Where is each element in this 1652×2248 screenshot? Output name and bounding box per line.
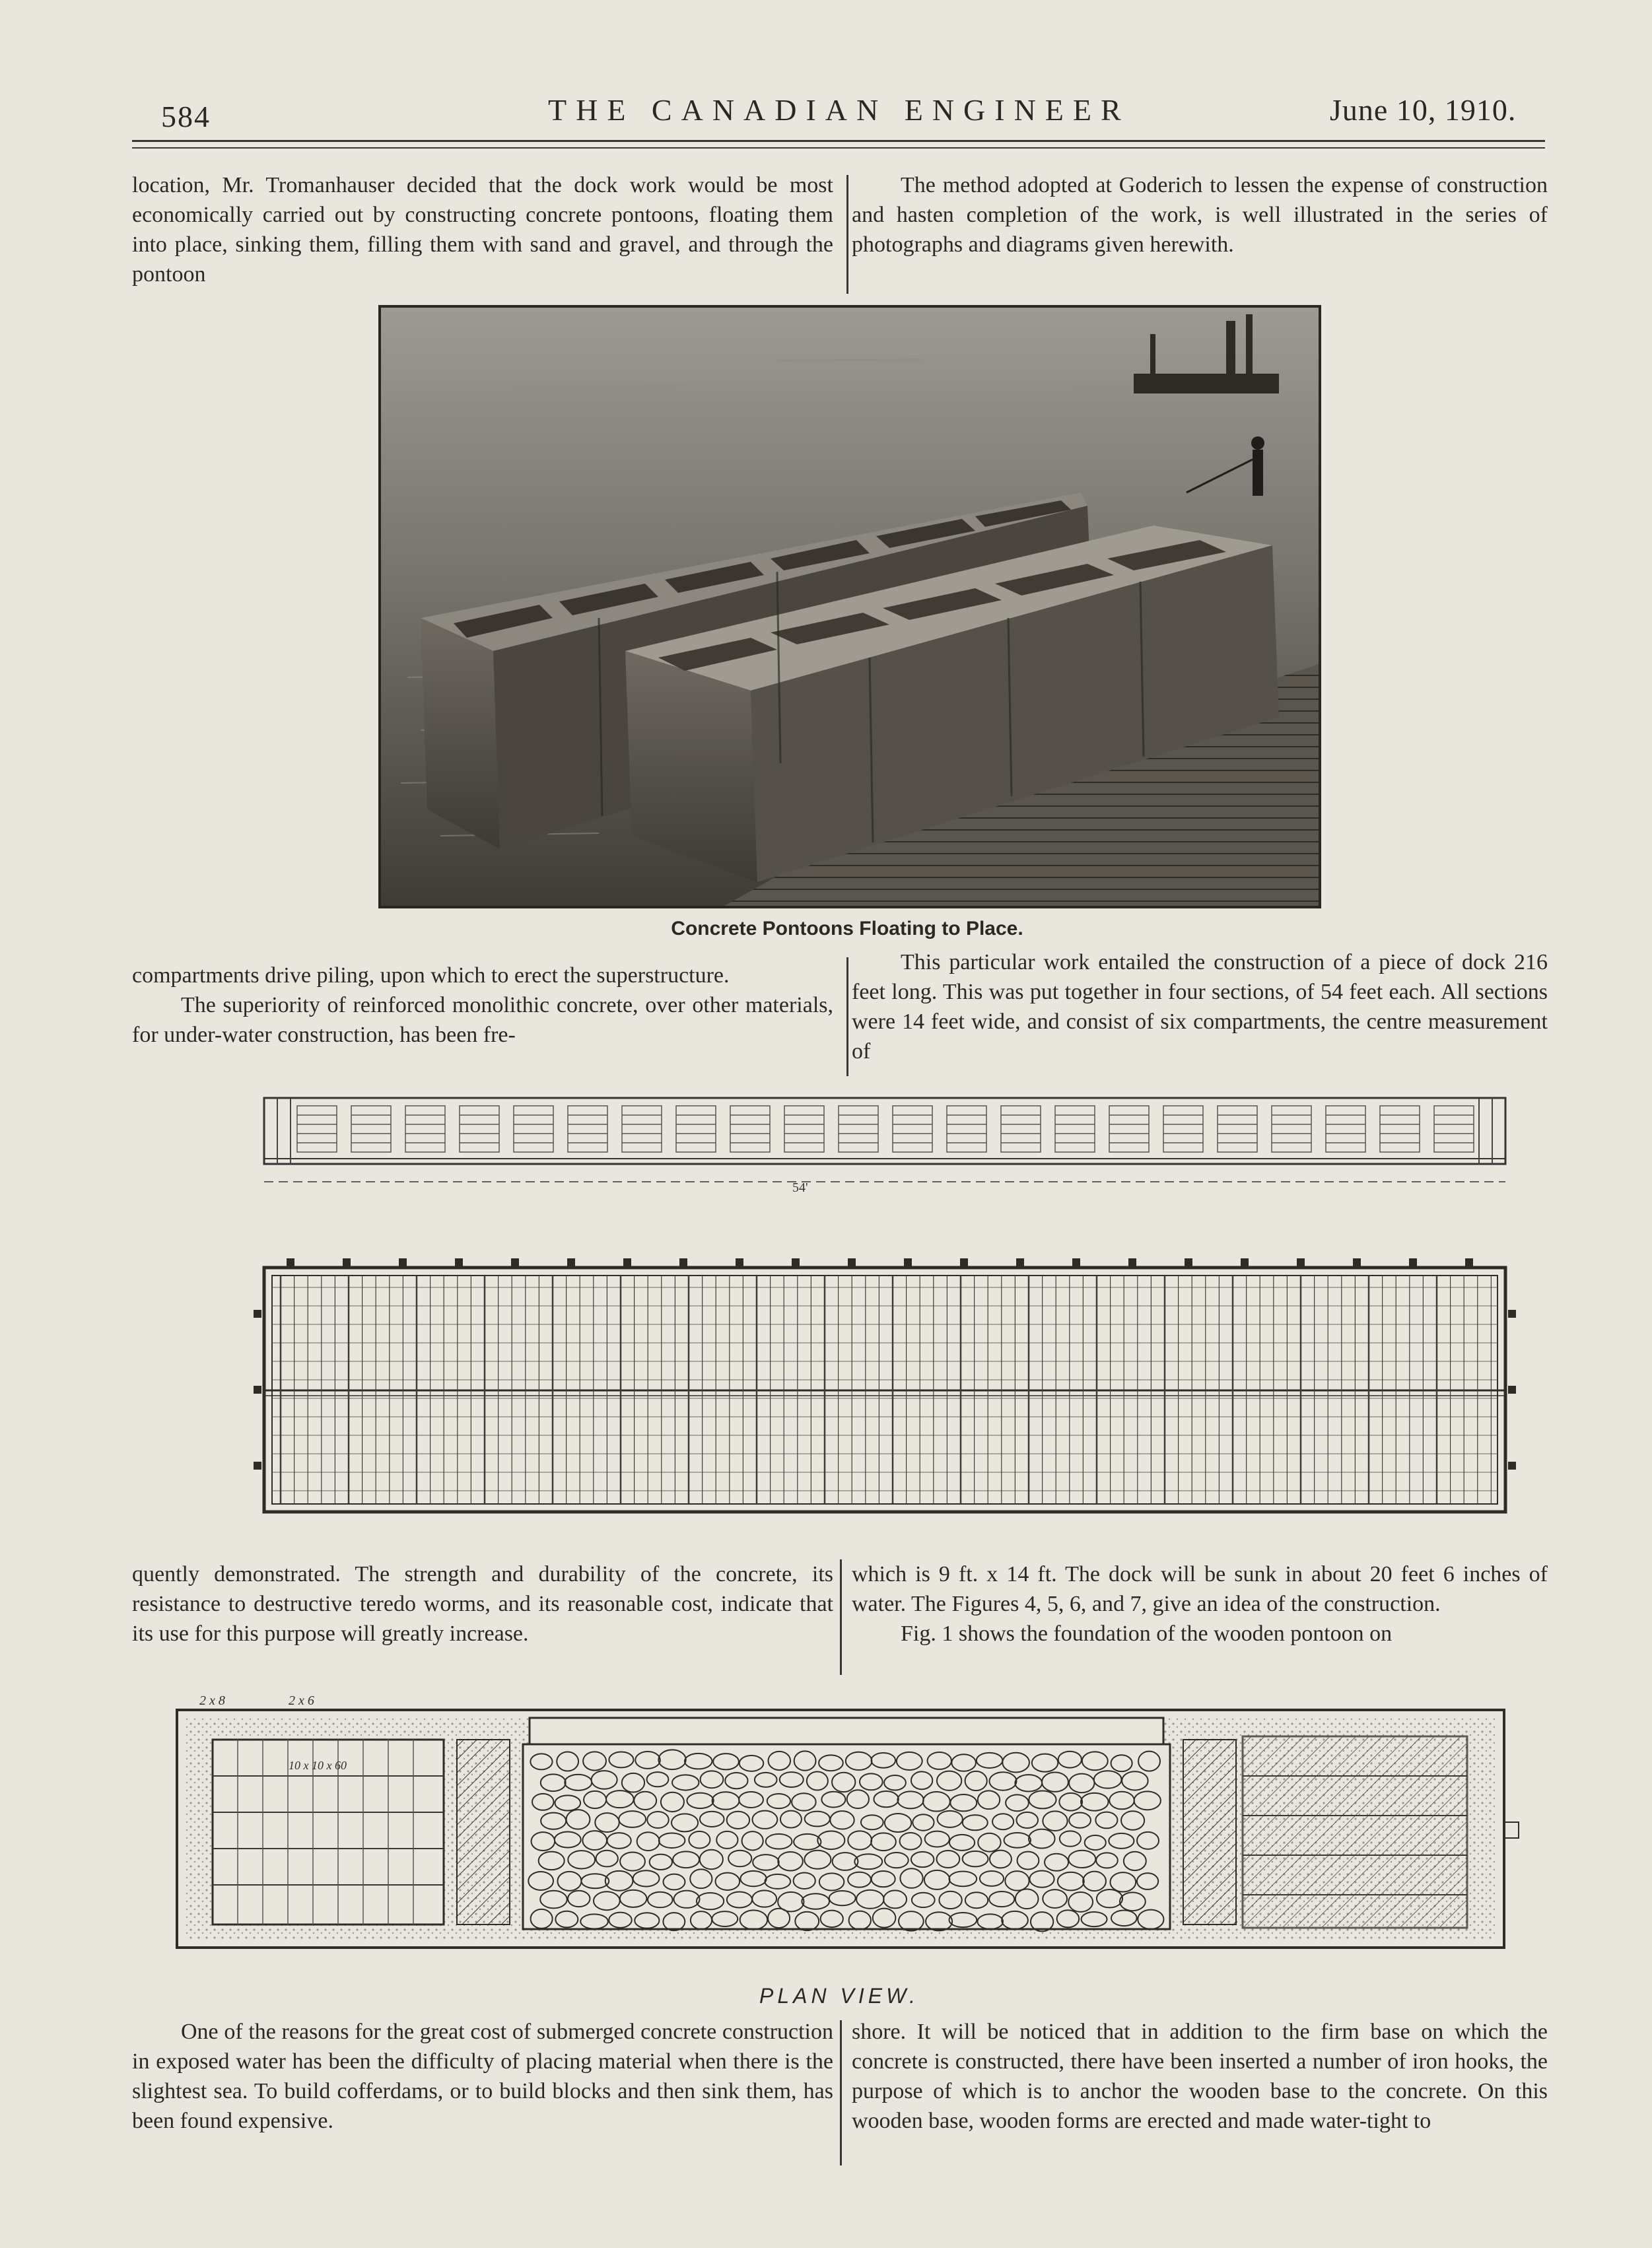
header-rule-top [132, 140, 1545, 142]
top-left-paragraph: location, Mr. Tromanhauser decided that the dock work would be most economically carried out by constructing concrete pontoons, floating them into place, sinking them, filling them with sand and gravel, and through the pontoon [132, 173, 833, 287]
column-divider-middle [846, 957, 848, 1076]
column-divider-top [846, 175, 848, 294]
bottom-left-paragraph: One of the reasons for the great cost of submerged concrete construction in exposed water has been the difficulty of placing material when there is the slightest sea. To build cofferdams, or to build blocks and then sink them, has been found expensive. [132, 2020, 833, 2133]
page-number: 584 [161, 100, 211, 133]
photo-caption: Concrete Pontoons Floating to Place. [671, 918, 1023, 939]
issue-date: June 10, 1910. [1330, 93, 1517, 127]
bottom-right-column [852, 2017, 1548, 2136]
lower-right-paragraph-2: Fig. 1 shows the foundation of the wooden pontoon on [901, 1621, 1393, 1646]
bottom-right-paragraph: shore. It will be noticed that in addition to the firm base on which the concrete is constructed, there have been inserted a number of iron hooks, the purpose of which is to anchor the wooden base to the concrete. On this wooden base, wooden forms are erected and made water-tight to [852, 2020, 1548, 2133]
bottom-left-column [132, 2017, 833, 2136]
foundation-plan-view-drawing [173, 1690, 1520, 1974]
elevation-dimension-label: 54' [792, 1180, 808, 1195]
lower-right-paragraph-1: which is 9 ft. x 14 ft. The dock will be sunk in about 20 feet 6 inches of water. The Figures 4, 5, 6, and 7, give an idea of the construction. [852, 1562, 1548, 1616]
plan-drawing-svg [251, 1248, 1545, 1532]
mid-right-paragraph: This particular work entailed the construction of a piece of dock 216 feet long. This was put together in four sections, of 54 feet each. All sections were 14 feet wide, and consist of six compartments, the centre measurement of [852, 950, 1548, 1064]
lower-left-column [132, 1559, 833, 1649]
column-divider-bottom [840, 2020, 842, 2165]
pontoon-photo-illustration [381, 308, 1319, 906]
mid-left-column [132, 961, 833, 1050]
lower-left-paragraph: quently demonstrated. The strength and durability of the concrete, its resistance to destructive teredo worms, and its reasonable cost, indicate that its use for this purpose will greatly increase. [132, 1562, 833, 1646]
lower-right-column [852, 1559, 1548, 1649]
header-rule-bottom [132, 147, 1545, 149]
top-right-column [852, 170, 1548, 259]
plan-view-svg [173, 1690, 1520, 1974]
mid-right-column [852, 947, 1548, 1066]
plan-label-dim-a: 2 x 8 [199, 1693, 225, 1708]
column-divider-lower [840, 1559, 842, 1675]
pontoon-plan-drawing [251, 1248, 1545, 1532]
pontoon-elevation-drawing [251, 1093, 1545, 1195]
plan-label-timber: 10 x 10 x 60 [289, 1759, 347, 1772]
top-left-column [132, 170, 833, 289]
elevation-drawing-svg [251, 1093, 1545, 1195]
plan-label-dim-b: 2 x 6 [289, 1693, 314, 1708]
top-right-paragraph: The method adopted at Goderich to lessen the expense of construction and hasten completion of the work, is well illustrated in the series of photographs and diagrams given herewith. [852, 173, 1548, 257]
journal-title: THE CANADIAN ENGINEER [548, 93, 1130, 127]
mid-left-paragraph-2: The superiority of reinforced monolithic concrete, over other materials, for under-water construction, has been fre- [132, 993, 833, 1047]
pontoon-photograph [378, 305, 1321, 908]
plan-view-caption: PLAN VIEW. [759, 1984, 919, 2008]
mid-left-paragraph-1: compartments drive piling, upon which to erect the superstructure. [132, 963, 730, 988]
